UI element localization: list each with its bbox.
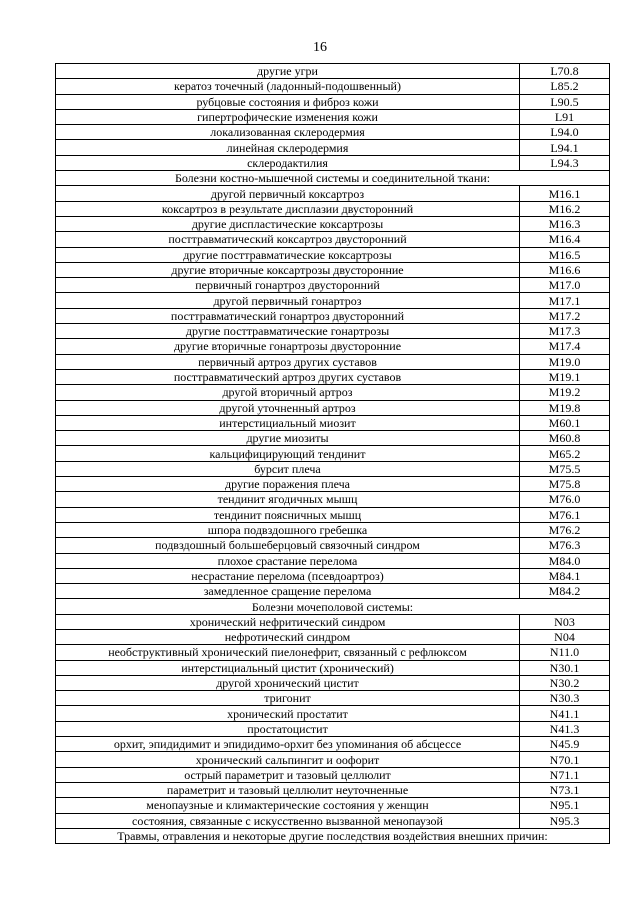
icd-code-cell: M76.3 xyxy=(520,538,610,553)
table-row xyxy=(56,522,610,537)
diagnosis-name-cell: другой первичный гонартроз xyxy=(56,293,520,308)
section-title: Болезни мочеполовой системы: xyxy=(56,599,610,614)
icd-code-cell: N30.1 xyxy=(520,660,610,675)
icd-code-cell: M17.4 xyxy=(520,339,610,354)
icd-code-cell: M84.0 xyxy=(520,553,610,568)
diagnosis-name-cell: склеродактилия xyxy=(56,155,520,170)
diagnosis-name-cell: первичный артроз других суставов xyxy=(56,354,520,369)
table-row xyxy=(56,737,610,752)
icd-code-cell: M84.2 xyxy=(520,584,610,599)
diagnosis-name-cell: посттравматический коксартроз двусторонний xyxy=(56,232,520,247)
icd-code-cell: N45.9 xyxy=(520,737,610,752)
icd-code-cell: M84.1 xyxy=(520,568,610,583)
table-row xyxy=(56,232,610,247)
diagnosis-name-cell: хронический простатит xyxy=(56,706,520,721)
icd-code-cell: L90.5 xyxy=(520,94,610,109)
icd-code-cell: M19.8 xyxy=(520,400,610,415)
table-row xyxy=(56,645,610,660)
diagnosis-name-cell: состояния, связанные с искусственно вызванной менопаузой xyxy=(56,813,520,828)
icd-code-cell: M17.1 xyxy=(520,293,610,308)
icd-code-cell: L70.8 xyxy=(520,64,610,79)
table-row xyxy=(56,675,610,690)
diagnosis-name-cell: другие миозиты xyxy=(56,431,520,446)
icd-code-cell: N04 xyxy=(520,629,610,644)
icd-code-cell: M75.5 xyxy=(520,461,610,476)
icd-code-cell: M16.4 xyxy=(520,232,610,247)
table-row xyxy=(56,782,610,797)
table-row xyxy=(56,155,610,170)
icd-code-cell: N95.3 xyxy=(520,813,610,828)
section-header-row xyxy=(56,599,610,614)
table-row xyxy=(56,216,610,231)
icd-code-cell: L94.1 xyxy=(520,140,610,155)
icd-code-cell: M16.6 xyxy=(520,262,610,277)
icd-code-cell: L85.2 xyxy=(520,79,610,94)
diagnosis-name-cell: другой первичный коксартроз xyxy=(56,186,520,201)
icd-code-cell: N41.3 xyxy=(520,721,610,736)
table-row xyxy=(56,660,610,675)
table-row xyxy=(56,461,610,476)
diagnosis-name-cell: тендинит поясничных мышц xyxy=(56,507,520,522)
table-row xyxy=(56,140,610,155)
diagnosis-name-cell: бурсит плеча xyxy=(56,461,520,476)
icd-code-cell: N71.1 xyxy=(520,767,610,782)
diagnosis-name-cell: другой хронический цистит xyxy=(56,675,520,690)
icd-code-cell: M17.2 xyxy=(520,308,610,323)
diagnosis-name-cell: простатоцистит xyxy=(56,721,520,736)
diagnosis-name-cell: кальцифицирующий тендинит xyxy=(56,446,520,461)
icd-code-cell: M76.2 xyxy=(520,522,610,537)
table-row xyxy=(56,385,610,400)
icd-code-cell: N30.3 xyxy=(520,691,610,706)
table-row xyxy=(56,339,610,354)
table-row xyxy=(56,568,610,583)
diagnosis-name-cell: линейная склеродермия xyxy=(56,140,520,155)
table-row xyxy=(56,553,610,568)
section-title: Травмы, отравления и некоторые другие последствия воздействия внешних причин: xyxy=(56,828,610,843)
table-row xyxy=(56,614,610,629)
table-row xyxy=(56,767,610,782)
icd-code-cell: M16.5 xyxy=(520,247,610,262)
table-row xyxy=(56,415,610,430)
table-row xyxy=(56,584,610,599)
icd-code-cell: N95.1 xyxy=(520,798,610,813)
icd-code-cell: M65.2 xyxy=(520,446,610,461)
table-row xyxy=(56,201,610,216)
icd-code-cell: L94.3 xyxy=(520,155,610,170)
diagnosis-name-cell: хронический сальпингит и оофорит xyxy=(56,752,520,767)
diagnosis-name-cell: другие посттравматические гонартрозы xyxy=(56,324,520,339)
diagnosis-name-cell: необструктивный хронический пиелонефрит, связанный с рефлюксом xyxy=(56,645,520,660)
table-row xyxy=(56,324,610,339)
icd-code-cell: N11.0 xyxy=(520,645,610,660)
diagnosis-name-cell: другие посттравматические коксартрозы xyxy=(56,247,520,262)
diagnosis-name-cell: плохое срастание перелома xyxy=(56,553,520,568)
diagnosis-name-cell: интерстициальный цистит (хронический) xyxy=(56,660,520,675)
table-row xyxy=(56,538,610,553)
icd-code-cell: N73.1 xyxy=(520,782,610,797)
icd-code-cell: M60.1 xyxy=(520,415,610,430)
table-row xyxy=(56,798,610,813)
section-header-row xyxy=(56,171,610,186)
table-row xyxy=(56,94,610,109)
icd-code-cell: M60.8 xyxy=(520,431,610,446)
diagnosis-name-cell: подвздошный большеберцовый связочный синдром xyxy=(56,538,520,553)
table-row xyxy=(56,308,610,323)
table-row xyxy=(56,247,610,262)
diagnosis-name-cell: другой вторичный артроз xyxy=(56,385,520,400)
icd-code-cell: N03 xyxy=(520,614,610,629)
diagnosis-name-cell: локализованная склеродермия xyxy=(56,125,520,140)
diagnosis-name-cell: орхит, эпидидимит и эпидидимо-орхит без упоминания об абсцессе xyxy=(56,737,520,752)
table-row xyxy=(56,369,610,384)
icd-code-cell: M76.0 xyxy=(520,492,610,507)
table-row xyxy=(56,354,610,369)
icd-code-cell: M16.3 xyxy=(520,216,610,231)
table-row xyxy=(56,752,610,767)
table-row xyxy=(56,186,610,201)
diagnosis-name-cell: другие диспластические коксартрозы xyxy=(56,216,520,231)
icd-code-cell: M17.0 xyxy=(520,278,610,293)
diagnosis-name-cell: рубцовые состояния и фиброз кожи xyxy=(56,94,520,109)
diagnosis-name-cell: тендинит ягодичных мышц xyxy=(56,492,520,507)
table-row xyxy=(56,64,610,79)
table-row xyxy=(56,262,610,277)
table-row xyxy=(56,109,610,124)
table-row xyxy=(56,125,610,140)
diagnosis-name-cell: замедленное сращение перелома xyxy=(56,584,520,599)
diagnosis-name-cell: нефротический синдром xyxy=(56,629,520,644)
diagnosis-name-cell: другой уточненный артроз xyxy=(56,400,520,415)
diagnosis-name-cell: посттравматический гонартроз двусторонний xyxy=(56,308,520,323)
diagnosis-name-cell: хронический нефритический синдром xyxy=(56,614,520,629)
table-row xyxy=(56,400,610,415)
diagnosis-name-cell: интерстициальный миозит xyxy=(56,415,520,430)
diagnosis-name-cell: параметрит и тазовый целлюлит неуточненные xyxy=(56,782,520,797)
diagnosis-name-cell: другие вторичные гонартрозы двусторонние xyxy=(56,339,520,354)
table-row xyxy=(56,492,610,507)
diagnosis-name-cell: гипертрофические изменения кожи xyxy=(56,109,520,124)
page-number: 16 xyxy=(313,40,327,55)
icd-code-cell: M17.3 xyxy=(520,324,610,339)
icd-code-cell: M76.1 xyxy=(520,507,610,522)
section-header-row xyxy=(56,828,610,843)
table-body xyxy=(56,64,610,844)
table-row xyxy=(56,691,610,706)
diagnosis-name-cell: первичный гонартроз двусторонний xyxy=(56,278,520,293)
section-title: Болезни костно-мышечной системы и соединительной ткани: xyxy=(56,171,610,186)
table-row xyxy=(56,278,610,293)
diagnosis-name-cell: кератоз точечный (ладонный-подошвенный) xyxy=(56,79,520,94)
icd-code-cell: N30.2 xyxy=(520,675,610,690)
icd-code-cell: M16.2 xyxy=(520,201,610,216)
diagnosis-name-cell: менопаузные и климактерические состояния у женщин xyxy=(56,798,520,813)
table-row xyxy=(56,813,610,828)
table-row xyxy=(56,706,610,721)
diagnosis-name-cell: шпора подвздошного гребешка xyxy=(56,522,520,537)
icd-code-cell: M16.1 xyxy=(520,186,610,201)
icd-code-cell: M19.2 xyxy=(520,385,610,400)
icd-code-cell: M19.1 xyxy=(520,369,610,384)
diagnosis-code-table xyxy=(55,63,610,844)
diagnosis-name-cell: другие угри xyxy=(56,64,520,79)
icd-code-cell: N70.1 xyxy=(520,752,610,767)
table-row xyxy=(56,721,610,736)
table-row xyxy=(56,293,610,308)
diagnosis-name-cell: коксартроз в результате дисплазии двусторонний xyxy=(56,201,520,216)
diagnosis-name-cell: острый параметрит и тазовый целлюлит xyxy=(56,767,520,782)
icd-code-cell: N41.1 xyxy=(520,706,610,721)
diagnosis-name-cell: тригонит xyxy=(56,691,520,706)
icd-code-cell: M75.8 xyxy=(520,477,610,492)
table-row xyxy=(56,507,610,522)
icd-code-cell: M19.0 xyxy=(520,354,610,369)
table-row xyxy=(56,477,610,492)
diagnosis-name-cell: другие вторичные коксартрозы двусторонние xyxy=(56,262,520,277)
diagnosis-name-cell: несрастание перелома (псевдоартроз) xyxy=(56,568,520,583)
diagnosis-name-cell: посттравматический артроз других суставов xyxy=(56,369,520,384)
icd-code-cell: L94.0 xyxy=(520,125,610,140)
table-row xyxy=(56,79,610,94)
table-row xyxy=(56,446,610,461)
table-row xyxy=(56,629,610,644)
icd-code-cell: L91 xyxy=(520,109,610,124)
diagnosis-name-cell: другие поражения плеча xyxy=(56,477,520,492)
table-row xyxy=(56,431,610,446)
